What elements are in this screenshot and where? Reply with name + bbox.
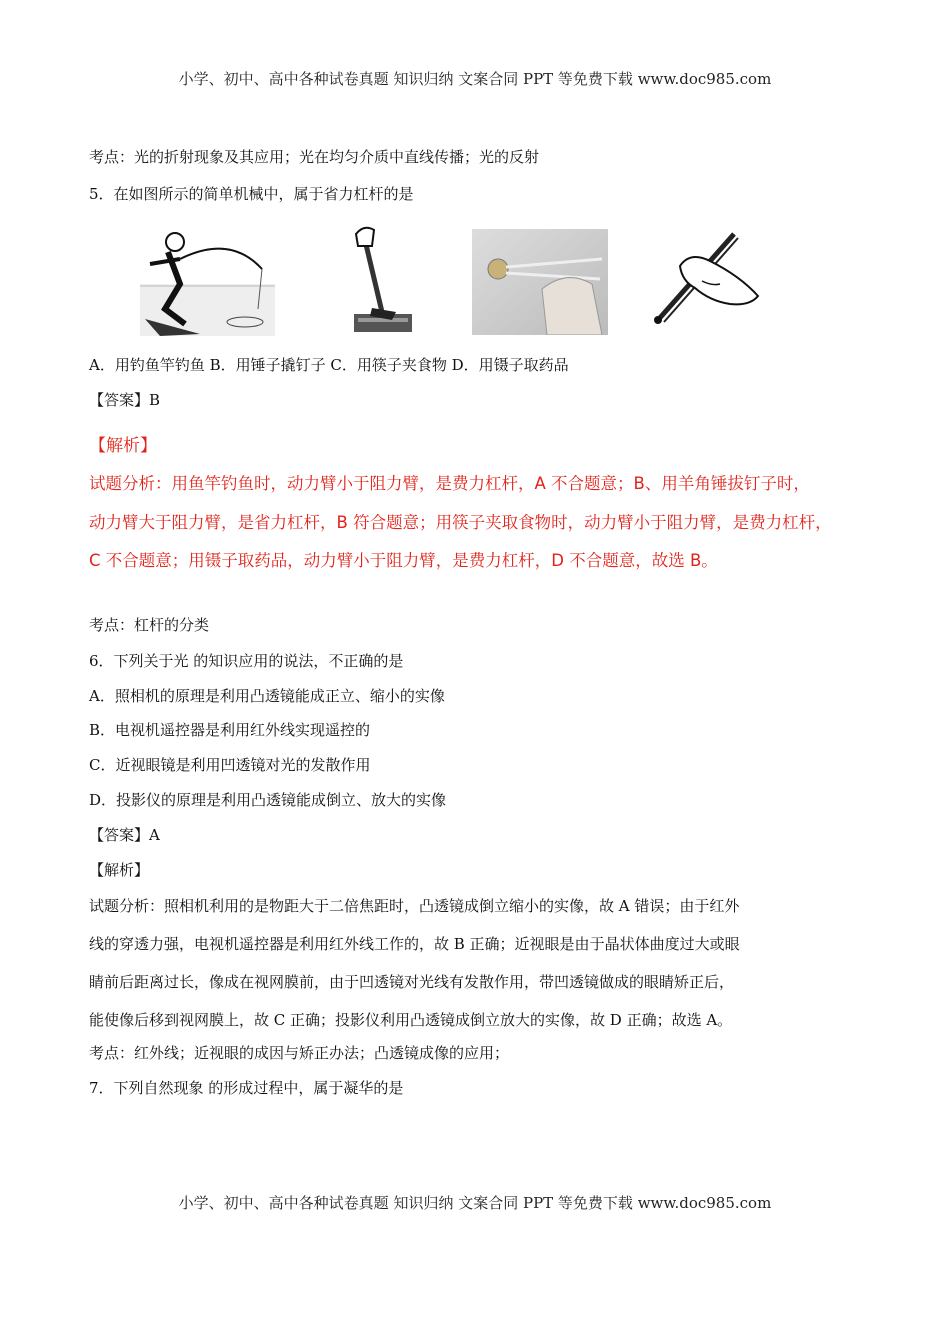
q6-option-d: D．投影仪的原理是利用凸透镜能成倒立、放大的实像 (89, 791, 447, 809)
q5-analysis-line-3: C 不合题意；用镊子取药品，动力臂小于阻力臂，是费力杠杆，D 不合题意，故选 B。 (89, 551, 718, 570)
q6-analysis-line-3: 睛前后距离过长，像成在视网膜前，由于凹透镜对光线有发散作用，带凹透镜做成的眼睛矫正后， (89, 973, 735, 991)
q6-option-c: C．近视眼镜是利用凹透镜对光的发散作用 (89, 756, 371, 774)
q7-question: 7．下列自然现象 的形成过程中，属于凝华的是 (89, 1079, 404, 1097)
hammer-figure (352, 224, 414, 336)
page-footer: 小学、初中、高中各种试卷真题 知识归纳 文案合同 PPT 等免费下载 www.doc985.com (178, 1194, 772, 1212)
q6-option-b: B．电视机遥控器是利用红外线实现遥控的 (89, 721, 371, 739)
page-header: 小学、初中、高中各种试卷真题 知识归纳 文案合同 PPT 等免费下载 www.doc985.com (178, 70, 772, 88)
q6-answer: 【答案】A (89, 826, 160, 844)
q5-analysis-line-1: 试题分析：用鱼竿钓鱼时，动力臂小于阻力臂，是费力杠杆，A 不合题意；B、用羊角锤拔钉子时， (89, 474, 810, 493)
q5-options: A．用钓鱼竿钓鱼 B．用锤子撬钉子 C．用筷子夹食物 D．用镊子取药品 (89, 356, 569, 374)
q4-kaodian: 考点：光的折射现象及其应用；光在均匀介质中直线传播；光的反射 (89, 148, 540, 166)
tweezers-figure (650, 226, 760, 326)
q5-answer: 【答案】B (89, 391, 161, 409)
q5-kaodian: 考点：杠杆的分类 (89, 616, 210, 634)
q6-option-a: A．照相机的原理是利用凸透镜能成正立、缩小的实像 (89, 687, 445, 705)
q6-analysis-line-1: 试题分析：照相机利用的是物距大于二倍焦距时，凸透镜成倒立缩小的实像，故 A 错误；由于红外 (89, 897, 740, 915)
q6-analysis-title: 【解析】 (89, 861, 150, 879)
q5-analysis-line-2: 动力臂大于阻力臂，是省力杠杆，B 符合题意；用筷子夹取食物时，动力臂小于阻力臂，是费力杠杆， (89, 513, 832, 532)
q5-analysis-title: 【解析】 (89, 436, 157, 456)
q6-analysis-line-4: 能使像后移到视网膜上，故 C 正确；投影仪利用凸透镜成倒立放大的实像，故 D 正确；故选 A。 (89, 1011, 733, 1029)
chopsticks-figure (472, 229, 608, 335)
q5-question: 5．在如图所示的简单机械中，属于省力杠杆的是 (89, 185, 414, 203)
fishing-rod-figure (140, 224, 275, 336)
q6-question: 6．下列关于光 的知识应用的说法，不正确的是 (89, 652, 404, 670)
q6-analysis-line-2: 线的穿透力强，电视机遥控器是利用红外线工作的，故 B 正确；近视眼是由于晶状体曲度过大或眼 (89, 935, 740, 953)
q6-kaodian: 考点：红外线；近视眼的成因与矫正办法；凸透镜成像的应用； (89, 1044, 510, 1062)
